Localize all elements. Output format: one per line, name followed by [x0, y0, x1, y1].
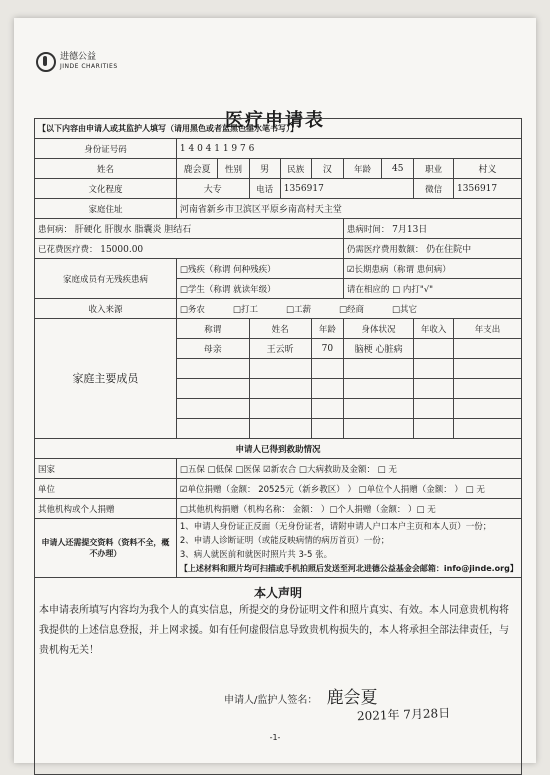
job-label: 职业: [414, 159, 454, 179]
address-value: 河南省新乡市卫滨区平原乡南高村天主堂: [176, 199, 521, 219]
page-number: -1-: [269, 733, 281, 742]
age-label: 年龄: [343, 159, 381, 179]
docs-item: 1、申请人身份证正反面（无身份证者，请附申请人户口本户主页和本人页）一份；: [179, 522, 492, 532]
cost-need-value: 仍在住院中: [426, 245, 472, 255]
phone-label: 电话: [249, 179, 280, 199]
family-col-relation: 称谓: [176, 319, 249, 339]
family-col-health: 身体状况: [343, 319, 413, 339]
family-disease-label: 家庭成员有无残疾患病: [35, 259, 177, 299]
sign-label: 申请人/监护人签名：: [224, 695, 318, 706]
page-title: 医疗申请表: [225, 110, 325, 131]
family-cell: 王云昕: [249, 339, 311, 359]
gender-label: 性别: [218, 159, 249, 179]
family-cell: [414, 339, 454, 359]
logo-en: JINDE CHARITIES: [60, 63, 118, 70]
aid-other-options[interactable]: □其他机构捐赠（机构名称： 金额： ）□个人捐赠（金额： ）□ 无: [176, 499, 521, 519]
id-row: [35, 139, 522, 159]
logo-cn: 进德公益: [60, 52, 97, 62]
income-option[interactable]: □务农: [179, 304, 205, 315]
family-col-name: 姓名: [249, 319, 311, 339]
cost-row: [35, 239, 522, 259]
edu-value: 大专: [176, 179, 249, 199]
disease-label: 患何病：: [38, 225, 73, 235]
income-option[interactable]: □工薪: [285, 304, 311, 315]
name-label: 姓名: [35, 159, 177, 179]
job-value: 村义: [454, 159, 522, 179]
docs-row: [35, 519, 522, 578]
family-cell: 母亲: [176, 339, 249, 359]
edu-row: [35, 179, 522, 199]
option-long-illness[interactable]: ☑长期患病（称谓 患何病）: [343, 259, 521, 279]
form-table: [34, 118, 522, 775]
family-disease-row-1: [35, 259, 522, 279]
family-col-expense: 年支出: [454, 319, 522, 339]
aid-country-label: 国家: [35, 459, 177, 479]
docs-label: 申请人还需提交资料（资料不全，概不办理）: [35, 519, 177, 578]
income-row: [35, 299, 522, 319]
signature-date: 2021年 7月28日: [356, 705, 451, 724]
id-label: 身份证号码: [35, 139, 177, 159]
name-row: [35, 159, 522, 179]
ethnic-label: 民族: [280, 159, 311, 179]
aid-other-row: [35, 499, 522, 519]
ethnic-value: 汉: [311, 159, 343, 179]
income-label: 收入来源: [35, 299, 177, 319]
family-cell: 脑梗 心脏病: [343, 339, 413, 359]
aid-country-options[interactable]: □五保 □低保 □医保 ☑新农合 □大病救助及金额： □ 无: [176, 459, 521, 479]
cost-need-label: 仍需医疗费用数额：: [346, 245, 424, 255]
aid-unit-row: [35, 479, 522, 499]
aid-unit-options[interactable]: ☑单位捐赠（金额： 20525元（新乡教区） ） □单位个人捐赠（金额： ） □ 无: [176, 479, 521, 499]
aid-header: 申请人已得到救助情况: [35, 439, 522, 459]
disease-value: 肝硬化 肝腹水 脂囊炎 胆结石: [74, 225, 192, 235]
docs-item: 2、申请人诊断证明（或能反映病情的病历首页）一份；: [179, 536, 390, 546]
aid-other-label: 其他机构或个人捐赠: [35, 499, 177, 519]
disease-time-label: 患病时间：: [346, 225, 390, 235]
family-cell: 70: [311, 339, 343, 359]
instruction: 【以下内容由申请人或其监护人填写（请用黑色或者蓝黑色墨水笔书写）】: [35, 119, 522, 139]
income-option[interactable]: □其它: [392, 304, 418, 315]
family-cell: [454, 339, 522, 359]
cost-spent-value: 15000.00: [100, 244, 144, 255]
age-value: 45: [382, 159, 414, 179]
family-side-label: 家庭主要成员: [35, 319, 177, 439]
family-col-age: 年龄: [311, 319, 343, 339]
declaration-text: 本申请表所填写内容均为我个人的真实信息，所提交的身份证明文件和照片真实、有效。本人同意贵机构将我提供的上述信息登报，并上网求援。如有任何虚假信息导致贵机构损失的，本人将承担全部法律责任，与贵机构无关！: [39, 605, 509, 656]
wechat-value: 1356917: [454, 179, 522, 199]
declaration-row: [35, 578, 522, 775]
address-label: 家庭住址: [35, 199, 177, 219]
signature: 鹿会夏: [326, 688, 378, 708]
aid-unit-label: 单位: [35, 479, 177, 499]
phone-value: 1356917: [280, 179, 414, 199]
name-value: 鹿会夏: [176, 159, 218, 179]
family-col-income: 年收入: [414, 319, 454, 339]
edu-label: 文化程度: [35, 179, 177, 199]
disease-row: [35, 219, 522, 239]
income-options[interactable]: [176, 299, 521, 319]
gender-value: 男: [249, 159, 280, 179]
jinde-logo: [36, 52, 118, 72]
jinde-logo-icon: [36, 52, 56, 72]
disease-time-value: 7月13日: [392, 225, 428, 235]
wechat-label: 微信: [414, 179, 454, 199]
docs-item: 3、病人就医前和就医时照片共 3-5 张。: [179, 550, 333, 560]
cost-spent-label: 已花费医疗费：: [38, 244, 98, 255]
income-option[interactable]: □经商: [338, 304, 365, 315]
income-option[interactable]: □打工: [232, 304, 258, 315]
aid-country-row: [35, 459, 522, 479]
option-disability[interactable]: □残疾（称谓 何种残疾）: [176, 259, 343, 279]
address-row: [35, 199, 522, 219]
docs-email-note: 【上述材料和照片均可扫描或手机拍照后发送至河北进德公益基金会邮箱：info@jinde.org】: [179, 564, 518, 573]
aid-header-row: [35, 439, 522, 459]
declaration-title: 本人声明: [253, 586, 302, 600]
family-header-row: [35, 319, 522, 339]
option-student[interactable]: □学生（称谓 就读年级）: [176, 279, 343, 299]
id-digits: 1 4 0 4 1 1 9 7 6: [176, 139, 521, 159]
check-hint: 请在相应的 □ 内打"√": [343, 279, 521, 299]
